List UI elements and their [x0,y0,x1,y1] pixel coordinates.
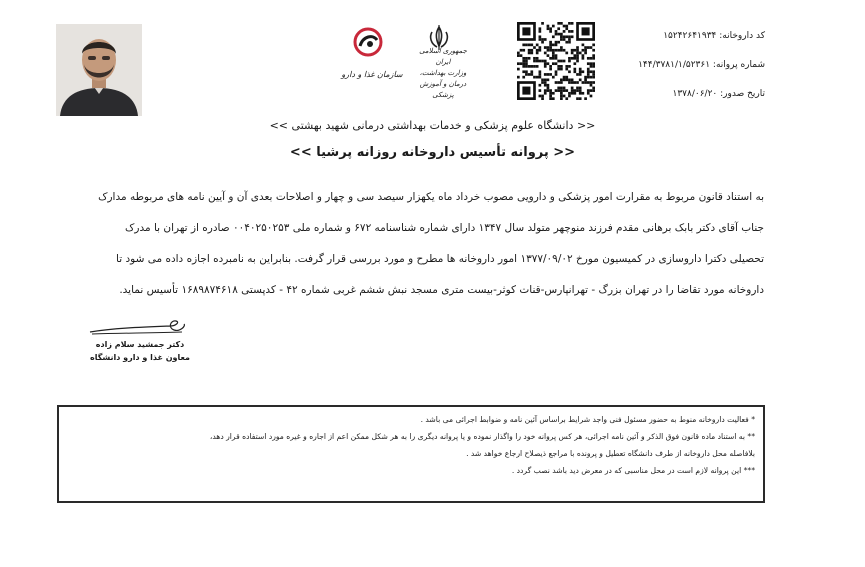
signatory-name: دکتر جمشید سلام زاده [95,340,185,349]
note-4: *** این پروانه لازم است در محل مناسبی که در معرض دید باشد نصب گردد . [511,466,755,475]
fda-logo-icon [351,26,385,60]
license-body [64,182,764,306]
ministry-title [412,46,474,101]
note-2: ** به استناد ماده قانون فوق الذکر و آئین نامه اجرائی، هر کس پروانه خود را واگذار نموده و یا پروانه دیگری را به هر شکل ممکن اعم از اجاره و غیره مورد استفاده قرار دهد، [209,432,755,441]
license-meta [600,22,765,109]
signatory-title: معاون غذا و دارو دانشگاه [89,353,190,362]
portrait-photo [56,24,142,116]
ministry-line-2: وزارت بهداشت، درمان و آموزش پزشکی [419,69,467,99]
note-1: * فعالیت داروخانه منوط به حضور مسئول فنی واجد شرایط براساس آئین نامه و ضوابط اجرائی می باشد . [420,415,755,424]
notes-box [57,405,765,503]
license-heading: << پروانه تأسیس داروخانه روزانه پرشیا >> [289,145,576,160]
ministry-line-1: جمهوری اسلامی ایران [419,47,467,66]
note-3: بلافاصله محل داروخانه از طرف دانشگاه تعطیل و پرونده با مراجع ذیصلاح ارجاع خواهد شد . [466,449,755,458]
university-heading: << دانشگاه علوم پزشکی و خدمات بهداشتی درمانی شهید بهشتی >> [269,119,596,132]
body-line-2: جناب آقای دکتر بابک برهانی مقدم فرزند منوچهر متولد سال ۱۳۴۷ دارای شماره شناسنامه ۶۷۲ و شماره ملی ۰۰۴۰۲۵۰۲۵۳ صادره از تهران با مدرک [125,222,764,234]
pharmacy-code: کد داروخانه: ۱۵۲۴۲۶۴۱۹۳۴ [663,31,765,41]
qr-code-icon [516,22,596,100]
license-number: شماره پروانه: ۱۴۴/۳۷۸۱/۱/۵۲۳۶۱ [638,60,765,70]
body-line-1: به استناد قانون مربوط به مقرارت امور پزشکی و دارویی مصوب خرداد ماه یکهزار سیصد سی و چهار و اصلاحات بعدی آن و آیین نامه های مربوطه مدارک [98,191,764,203]
body-line-3: تحصیلی دکترا داروسازی در کمیسیون مورخ ۱۳۷۷/۰۹/۰۲ امور داروخانه ها مطرح و مورد بررسی قرار گرفت. بنابراین به نامبرده اجازه داده می شود تا [116,253,764,265]
issue-date: تاریخ صدور: ۱۳۷۸/۰۶/۲۰ [672,89,765,99]
signatory [70,338,210,364]
fda-title: سازمان غذا و دارو [341,70,403,79]
body-line-4: داروخانه مورد تقاضا را در تهران بزرگ - تهرانپارس-قنات کوثر-بیست متری مسجد نبش ششم غربی شماره ۴۲ - کدپستی ۱۶۸۹۸۷۴۶۱۸ تأسیس نماید. [119,284,764,296]
